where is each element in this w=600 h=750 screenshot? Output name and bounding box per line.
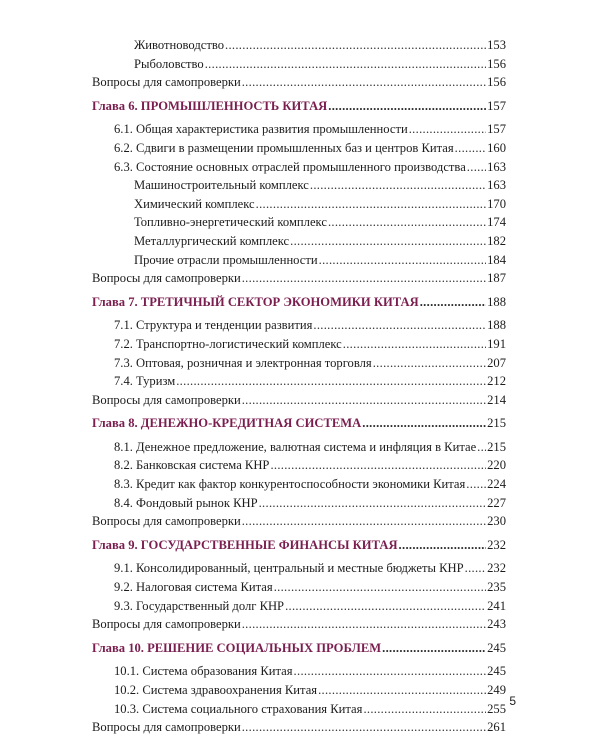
toc-entry-page: 184 [487, 252, 506, 267]
toc-section [86, 438, 506, 457]
toc-entry-page: 157 [487, 98, 506, 113]
toc-entry-title: 8.3. Кредит как фактор конкурентоспособности экономики Китая [114, 477, 466, 492]
toc-entry-page: 220 [487, 458, 506, 473]
dot-leader [363, 700, 486, 719]
toc-chapter-heading [86, 293, 506, 312]
dot-leader [343, 335, 486, 354]
toc-review-questions [86, 512, 506, 531]
dot-leader [465, 559, 486, 578]
toc-entry-page: 207 [487, 355, 506, 370]
toc-entry-page: 163 [487, 159, 506, 174]
toc-entry-title: Вопросы для самопроверки [92, 271, 241, 286]
dot-leader [242, 718, 486, 737]
toc-entry-page: 215 [487, 439, 506, 454]
dot-leader [256, 195, 486, 214]
toc-entry-title: 7.3. Оптовая, розничная и электронная торговля [114, 355, 372, 370]
toc-review-questions [86, 269, 506, 288]
toc-subsection [86, 36, 506, 55]
dot-leader [313, 316, 486, 335]
toc-entry-page: 187 [487, 271, 506, 286]
dot-leader [467, 158, 486, 177]
dot-leader [399, 536, 487, 555]
toc-entry-page: 227 [487, 495, 506, 510]
toc-chapter-heading [86, 97, 506, 116]
toc-entry-title: 6.2. Сдвиги в размещении промышленных баз и центров Китая [114, 140, 454, 155]
dot-leader [318, 681, 486, 700]
toc-entry-page: 214 [487, 392, 506, 407]
toc-entry-title: Вопросы для самопроверки [92, 720, 241, 735]
toc-entry-title: Животноводство [134, 38, 225, 52]
toc-review-questions [86, 73, 506, 92]
toc-entry-title: Металлургический комплекс [134, 233, 290, 248]
toc-entry-page: 212 [487, 374, 506, 389]
toc-section [86, 662, 506, 681]
toc-entry-page: 215 [487, 416, 506, 431]
toc-entry-title: Глава 9. ГОСУДАРСТВЕННЫЕ ФИНАНСЫ КИТАЯ [92, 537, 398, 552]
toc-review-questions [86, 718, 506, 737]
toc-subsection [86, 55, 506, 74]
toc-section [86, 372, 506, 391]
toc-entry-title: 7.2. Транспортно-логистический комплекс [114, 336, 342, 351]
toc-section [86, 316, 506, 335]
toc-entry-title: 9.3. Государственный долг КНР [114, 598, 285, 613]
toc-entry-title: Вопросы для самопроверки [92, 514, 241, 529]
dot-leader [455, 139, 486, 158]
toc-subsection [86, 232, 506, 251]
toc-entry-title: 9.2. Налоговая система Китая [114, 580, 273, 595]
dot-leader [319, 251, 486, 270]
table-of-contents [86, 36, 506, 737]
toc-entry-page: 245 [487, 664, 506, 679]
toc-section [86, 120, 506, 139]
dot-leader [290, 232, 486, 251]
toc-entry-title: Глава 8. ДЕНЕЖНО-КРЕДИТНАЯ СИСТЕМА [92, 416, 362, 431]
dot-leader [310, 176, 486, 195]
toc-entry-page: 163 [487, 178, 506, 193]
toc-entry-title: Машиностроительный комплекс [134, 178, 309, 193]
dot-leader [205, 55, 486, 74]
toc-subsection [86, 176, 506, 195]
toc-entry-page: 241 [487, 598, 506, 613]
dot-leader [466, 475, 486, 494]
dot-leader [382, 639, 486, 658]
toc-entry-page: 243 [487, 617, 506, 632]
toc-entry-page: 156 [487, 75, 506, 90]
toc-section [86, 475, 506, 494]
toc-section [86, 354, 506, 373]
dot-leader [225, 36, 486, 55]
toc-section [86, 335, 506, 354]
toc-entry-page: 188 [487, 318, 506, 333]
toc-entry-page: 255 [487, 701, 506, 716]
dot-leader [176, 372, 486, 391]
toc-entry-title: 6.1. Общая характеристика развития промышленности [114, 122, 408, 137]
toc-section [86, 700, 506, 719]
dot-leader [328, 213, 486, 232]
toc-entry-title: Вопросы для самопроверки [92, 75, 241, 90]
toc-chapter-heading [86, 536, 506, 555]
toc-chapter-heading [86, 639, 506, 658]
toc-section [86, 494, 506, 513]
toc-entry-page: 170 [487, 196, 506, 211]
dot-leader [242, 73, 486, 92]
toc-subsection [86, 213, 506, 232]
toc-entry-title: 10.3. Система социального страхования Китая [114, 701, 363, 716]
toc-entry-title: 10.1. Система образования Китая [114, 664, 293, 679]
toc-entry-title: 7.1. Структура и тенденции развития [114, 318, 313, 333]
toc-section [86, 139, 506, 158]
toc-section [86, 597, 506, 616]
toc-review-questions [86, 615, 506, 634]
toc-entry-title: 8.4. Фондовый рынок КНР [114, 495, 258, 510]
dot-leader [294, 662, 487, 681]
toc-entry-page: 230 [487, 514, 506, 529]
toc-entry-page: 224 [487, 477, 506, 492]
dot-leader [362, 414, 486, 433]
toc-entry-page: 182 [487, 233, 506, 248]
toc-review-questions [86, 391, 506, 410]
dot-leader [420, 293, 486, 312]
dot-leader [259, 494, 487, 513]
toc-entry-page: 160 [487, 140, 506, 155]
toc-entry-title: Вопросы для самопроверки [92, 617, 241, 632]
dot-leader [285, 597, 486, 616]
toc-section [86, 456, 506, 475]
toc-entry-title: Прочие отрасли промышленности [134, 252, 318, 267]
dot-leader [242, 615, 486, 634]
toc-entry-page: 191 [487, 336, 506, 351]
dot-leader [242, 269, 486, 288]
toc-entry-page: 156 [487, 56, 506, 71]
toc-section [86, 578, 506, 597]
toc-entry-title: Глава 6. ПРОМЫШЛЕННОСТЬ КИТАЯ [92, 98, 328, 113]
toc-entry-title: Глава 10. РЕШЕНИЕ СОЦИАЛЬНЫХ ПРОБЛЕМ [92, 640, 382, 655]
toc-entry-title: Глава 7. ТРЕТИЧНЫЙ СЕКТОР ЭКОНОМИКИ КИТАЯ [92, 294, 419, 309]
toc-entry-title: 6.3. Состояние основных отраслей промышленного производства [114, 159, 466, 174]
toc-entry-page: 261 [487, 720, 506, 735]
toc-entry-title: 7.4. Туризм [114, 374, 176, 389]
toc-entry-page: 153 [487, 38, 506, 52]
toc-entry-page: 245 [487, 640, 506, 655]
toc-entry-title: 8.2. Банковская система КНР [114, 458, 270, 473]
toc-entry-title: Вопросы для самопроверки [92, 392, 241, 407]
toc-entry-page: 188 [487, 294, 506, 309]
dot-leader [477, 438, 486, 457]
toc-subsection [86, 251, 506, 270]
dot-leader [274, 578, 486, 597]
toc-subsection [86, 195, 506, 214]
toc-entry-page: 235 [487, 580, 506, 595]
toc-entry-title: 10.2. Система здравоохранения Китая [114, 683, 318, 697]
toc-section [86, 559, 506, 578]
toc-entry-title: Химический комплекс [134, 196, 255, 211]
toc-entry-title: Рыболовство [134, 56, 204, 71]
toc-chapter-heading [86, 414, 506, 433]
toc-entry-page: 174 [487, 215, 506, 230]
page-number: 5 [509, 694, 516, 708]
toc-entry-page: 232 [487, 561, 506, 576]
toc-entry-page: 157 [487, 122, 506, 137]
dot-leader [270, 456, 486, 475]
dot-leader [328, 97, 486, 116]
toc-section [86, 681, 506, 700]
toc-entry-title: 9.1. Консолидированный, центральный и местные бюджеты КНР [114, 561, 464, 576]
dot-leader [409, 120, 486, 139]
toc-section [86, 158, 506, 177]
toc-entry-page: 232 [487, 537, 506, 552]
toc-entry-title: 8.1. Денежное предложение, валютная система и инфляция в Китае [114, 439, 477, 454]
dot-leader [242, 391, 486, 410]
toc-entry-page: 249 [487, 683, 506, 697]
dot-leader [242, 512, 486, 531]
toc-entry-title: Топливно-энергетический комплекс [134, 215, 327, 230]
dot-leader [373, 354, 486, 373]
